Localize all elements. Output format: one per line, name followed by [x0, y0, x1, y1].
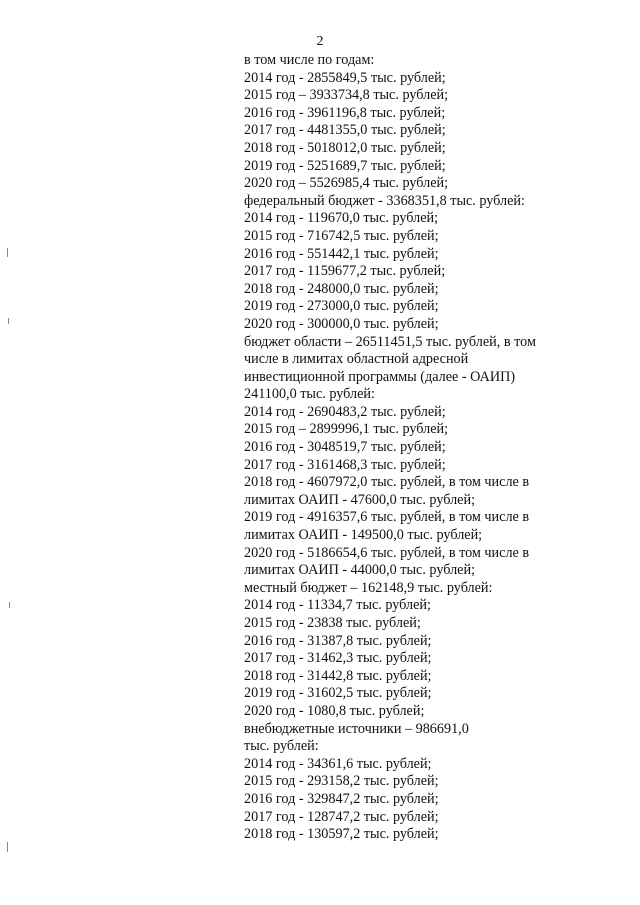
text-line: 2015 год – 2899996,1 тыс. рублей; — [244, 421, 449, 438]
text-line: 2016 год - 3961196,8 тыс. рублей; — [244, 104, 446, 121]
text-line: 2014 год - 34361,6 тыс. рублей; — [244, 755, 432, 772]
text-line: числе в лимитах областной адресной — [244, 351, 469, 368]
text-line: 2017 год - 4481355,0 тыс. рублей; — [244, 122, 446, 139]
text-line: инвестиционной программы (далее - ОАИП) — [244, 368, 516, 385]
text-line: лимитах ОАИП - 47600,0 тыс. рублей; — [244, 491, 476, 508]
text-line: 2015 год – 3933734,8 тыс. рублей; — [244, 87, 449, 104]
text-line: 2014 год - 119670,0 тыс. рублей; — [244, 210, 439, 227]
text-line: 2018 год - 5018012,0 тыс. рублей; — [244, 139, 446, 156]
text-line: 2019 год - 273000,0 тыс. рублей; — [244, 298, 439, 315]
funding-text-block — [244, 52, 574, 844]
text-line: 2014 год - 2855849,5 тыс. рублей; — [244, 69, 446, 86]
text-line: 2017 год - 128747,2 тыс. рублей; — [244, 808, 439, 825]
text-line: 2014 год - 11334,7 тыс. рублей; — [244, 597, 431, 614]
text-line: 2017 год - 1159677,2 тыс. рублей; — [244, 263, 446, 280]
text-line: 2016 год - 551442,1 тыс. рублей; — [244, 245, 439, 262]
text-line: лимитах ОАИП - 149500,0 тыс. рублей; — [244, 527, 483, 544]
text-line: 2016 год - 329847,2 тыс. рублей; — [244, 790, 439, 807]
text-line: тыс. рублей: — [244, 738, 319, 755]
text-line: 2017 год - 31462,3 тыс. рублей; — [244, 650, 432, 667]
scan-mark — [8, 318, 9, 324]
text-line: лимитах ОАИП - 44000,0 тыс. рублей; — [244, 562, 476, 579]
text-line: 2018 год - 31442,8 тыс. рублей; — [244, 667, 432, 684]
text-line: 2019 год - 31602,5 тыс. рублей; — [244, 685, 432, 702]
text-line: в том числе по годам: — [244, 52, 375, 68]
scan-mark — [9, 602, 10, 608]
text-line: 2015 год - 293158,2 тыс. рублей; — [244, 773, 439, 790]
text-line: 2020 год - 300000,0 тыс. рублей; — [244, 315, 439, 332]
text-line: 2014 год - 2690483,2 тыс. рублей; — [244, 403, 446, 420]
text-line: 2015 год - 716742,5 тыс. рублей; — [244, 227, 439, 244]
scan-mark — [7, 248, 8, 257]
text-line: 2020 год - 5186654,6 тыс. рублей, в том числе в — [244, 544, 530, 561]
text-line: внебюджетные источники – 986691,0 — [244, 720, 469, 737]
text-line: 2017 год - 3161468,3 тыс. рублей; — [244, 456, 446, 473]
text-line: 2019 год - 4916357,6 тыс. рублей, в том числе в — [244, 509, 530, 526]
text-line: 2020 год – 5526985,4 тыс. рублей; — [244, 175, 449, 192]
scan-mark — [7, 842, 8, 852]
text-line: 2016 год - 31387,8 тыс. рублей; — [244, 632, 432, 649]
text-line: 2018 год - 248000,0 тыс. рублей; — [244, 280, 439, 297]
text-line: 2020 год - 1080,8 тыс. рублей; — [244, 702, 425, 719]
text-line: 2015 год - 23838 тыс. рублей; — [244, 615, 421, 631]
text-line: федеральный бюджет - 3368351,8 тыс. рублей: — [244, 192, 525, 209]
page-number: 2 — [316, 34, 324, 49]
text-line: местный бюджет – 162148,9 тыс. рублей: — [244, 579, 493, 596]
text-line: 2019 год - 5251689,7 тыс. рублей; — [244, 157, 446, 174]
text-line: 2016 год - 3048519,7 тыс. рублей; — [244, 439, 446, 456]
text-line: бюджет области – 26511451,5 тыс. рублей, в том — [244, 333, 536, 350]
text-line: 2018 год - 4607972,0 тыс. рублей, в том числе в — [244, 474, 530, 491]
text-line: 2018 год - 130597,2 тыс. рублей; — [244, 826, 439, 843]
text-line: 241100,0 тыс. рублей: — [244, 386, 375, 403]
